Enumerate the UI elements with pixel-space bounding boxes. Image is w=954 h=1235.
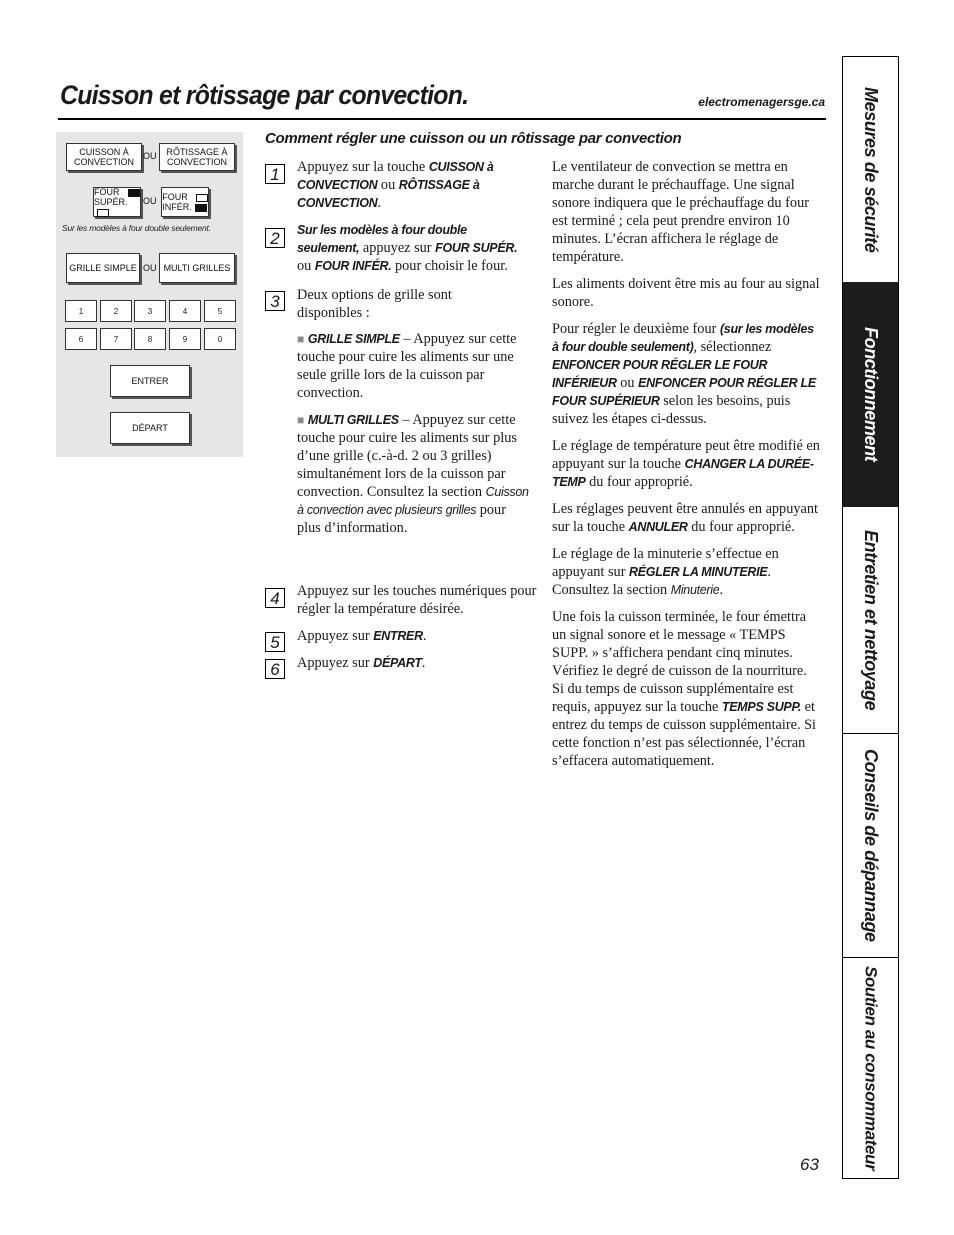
header-divider	[58, 118, 826, 120]
note-paragraph: Le ventilateur de convection se mettra en marche durant le préchauffage. Une signal sonore indiquera que le préchauffage du four est terminé ; cela peut prendre environ 10 minutes. L’écran affichera le réglage de température.	[552, 159, 809, 265]
key-entrer: ENTRER	[110, 365, 190, 397]
text: .	[422, 628, 427, 644]
step-number: 6	[265, 659, 285, 679]
note-paragraph	[552, 437, 822, 491]
key-depart: DÉPART	[110, 412, 190, 444]
key-four-infer	[161, 187, 209, 217]
keyword: FOUR SUPÉR.	[435, 241, 518, 255]
text: Les réglages peuvent être annulés en appuyant sur la touche	[552, 501, 818, 535]
note-paragraph	[552, 500, 822, 536]
text: Appuyez sur la touche	[297, 159, 429, 175]
page-title: Cuisson et rôtissage par convection.	[60, 80, 469, 110]
text: du four approprié.	[585, 474, 693, 490]
step-3-bullet-multi-grilles	[297, 411, 529, 537]
key-multi-grilles: MULTI GRILLES	[159, 253, 235, 283]
tab-entretien-et-nettoyage[interactable]	[843, 507, 898, 733]
key-cuisson-convection	[66, 143, 142, 171]
bullet-square-icon: ■	[297, 413, 305, 427]
num-key: 0	[204, 328, 236, 350]
or-label: OU	[143, 151, 157, 161]
keyword: CUISSON à CONVECTION	[297, 160, 494, 192]
keyword: FOUR INFÉR.	[314, 259, 392, 273]
step-number: 1	[265, 164, 285, 184]
key-label: RÔTISSAGE À	[166, 147, 228, 157]
text: .	[421, 655, 426, 671]
note-paragraph	[552, 545, 822, 599]
key-label: CUISSON À	[79, 147, 129, 157]
step-5-text	[297, 627, 527, 645]
text: Appuyez sur	[297, 628, 374, 644]
text: Le réglage de la minuterie s’effectue en appuyant sur	[552, 546, 779, 580]
text: pour choisir le four.	[391, 258, 508, 274]
step-3-intro: Deux options de grille sont disponibles :	[297, 287, 452, 321]
keyword: RÔTISSAGE à CONVECTION	[297, 178, 480, 210]
num-key: 6	[65, 328, 97, 350]
keyword: CHANGER LA DURÉE-TEMP	[552, 457, 814, 489]
text: – Appuyez sur cette touche pour cuire les aliments sur une seule grille lors de la cuisson par convection.	[297, 331, 517, 401]
step-number: 3	[265, 291, 285, 311]
num-key: 7	[100, 328, 132, 350]
key-four-super	[93, 187, 141, 217]
section-subheading: Comment régler une cuisson ou un rôtissage par convection	[265, 130, 682, 147]
step-2-text	[297, 221, 532, 275]
tab-label: Entretien et nettoyage	[861, 529, 881, 711]
text: ou	[616, 375, 639, 391]
step-number: 4	[265, 588, 285, 608]
num-key: 5	[204, 300, 236, 322]
keyword: GRILLE SIMPLE	[307, 332, 400, 346]
keyword: RÉGLER LA MINUTERIE	[629, 565, 768, 579]
step-4-text: Appuyez sur les touches numériques pour régler la température désirée.	[297, 583, 537, 617]
keyword: TEMPS SUPP.	[721, 700, 802, 714]
text: pour plus d’information.	[297, 502, 506, 536]
keyword: DÉPART	[373, 656, 422, 670]
text: .	[377, 195, 381, 211]
tab-label: Mesures de sécurité	[861, 86, 881, 253]
or-label: OU	[143, 263, 157, 273]
text: .	[719, 582, 724, 598]
tab-label: Conseils de dépannage	[861, 749, 881, 942]
key-label: INFÉR.	[162, 202, 192, 212]
text: du four approprié.	[687, 519, 795, 535]
step-number: 2	[265, 228, 285, 248]
website-url: electromenagersge.ca	[698, 95, 825, 109]
text: et entrez du temps de cuisson supplémentaire. Si cette fonction n’est pas sélectionnée, l’écran s’effacera automatiquement.	[552, 699, 817, 769]
page-number: 63	[800, 1155, 819, 1174]
tab-conseils-de-depannage[interactable]	[843, 734, 898, 957]
note-paragraph	[552, 608, 822, 770]
notes-column	[552, 158, 822, 779]
text: Le réglage de température peut être modifié en appuyant sur la touche	[552, 438, 820, 472]
text: Appuyez sur	[297, 655, 374, 671]
tab-label: Soutien au consommateur	[861, 965, 881, 1171]
step-number: 5	[265, 632, 285, 652]
key-label: CONVECTION	[166, 157, 227, 167]
key-grille-simple: GRILLE SIMPLE	[66, 253, 140, 283]
text: selon les besoins, puis suivez les étapes ci-dessus.	[552, 393, 791, 427]
num-key: 3	[134, 300, 166, 322]
text: . Consultez la section	[552, 564, 771, 598]
step-1-text	[297, 158, 527, 212]
tab-label: Fonctionnement	[861, 327, 881, 462]
num-key: 8	[134, 328, 166, 350]
text: Pour régler le deuxième four	[552, 321, 720, 337]
key-label: SUPÉR.	[94, 197, 128, 207]
text: Une fois la cuisson terminée, le four émettra un signal sonore et le message « TEMPS SUPP. » s’affichera pendant cinq minutes. Vérifiez le degré de cuisson de la nourriture. Si du temps de cuisson supplémentaire est requis, appuyez sur la touche	[552, 609, 807, 715]
indicator-light-icon	[196, 194, 208, 202]
key-rotissage-convection	[159, 143, 235, 171]
keyword: ANNULER	[628, 520, 688, 534]
panel-note: Sur les modèles à four double seulement.	[62, 223, 211, 233]
text: ou	[297, 258, 315, 274]
or-label: OU	[143, 196, 157, 206]
step-6-text	[297, 654, 527, 672]
text: ou	[377, 177, 399, 193]
text: – Appuyez sur cette touche pour cuire les aliments sur plus d’une grille (c.-à-d. 2 ou 3 grilles) simultanément lors de la cuisson par convection. Consultez la section	[297, 412, 517, 500]
note-paragraph: Les aliments doivent être mis au four au signal sonore.	[552, 276, 820, 310]
keyword: ENFONCER POUR RÉGLER LE FOUR SUPÉRIEUR	[552, 376, 816, 408]
keyword: ENFONCER POUR RÉGLER LE FOUR INFÉRIEUR	[552, 358, 768, 390]
keyword: Sur les modèles à four double seulement,	[297, 223, 467, 255]
key-label: FOUR	[94, 187, 120, 197]
control-panel-illustration	[56, 132, 243, 457]
indicator-light-icon	[97, 209, 109, 217]
section-reference: Minuterie	[670, 583, 720, 597]
text: , sélectionnez	[693, 339, 772, 355]
step-3-bullet-grille-simple	[297, 330, 527, 402]
section-reference: Cuisson à convection avec plusieurs grilles	[297, 485, 529, 517]
note-paragraph	[552, 320, 822, 428]
keyword: ENTRER	[373, 629, 423, 643]
indicator-light-icon	[128, 189, 140, 197]
tab-soutien-au-consommateur[interactable]	[843, 958, 898, 1178]
num-key: 9	[169, 328, 201, 350]
key-label: FOUR	[162, 192, 188, 202]
text: appuyez sur	[359, 240, 436, 256]
bullet-square-icon: ■	[297, 332, 305, 346]
num-key: 1	[65, 300, 97, 322]
indicator-light-icon	[195, 204, 207, 212]
key-label: CONVECTION	[73, 157, 134, 167]
tab-mesures-de-securite[interactable]	[843, 57, 898, 282]
tab-fonctionnement[interactable]	[843, 282, 898, 507]
keyword: MULTI GRILLES	[307, 413, 399, 427]
num-key: 4	[169, 300, 201, 322]
keyword: (sur les modèles à four double seulement)	[552, 322, 814, 354]
section-tabs	[842, 56, 899, 1179]
num-key: 2	[100, 300, 132, 322]
